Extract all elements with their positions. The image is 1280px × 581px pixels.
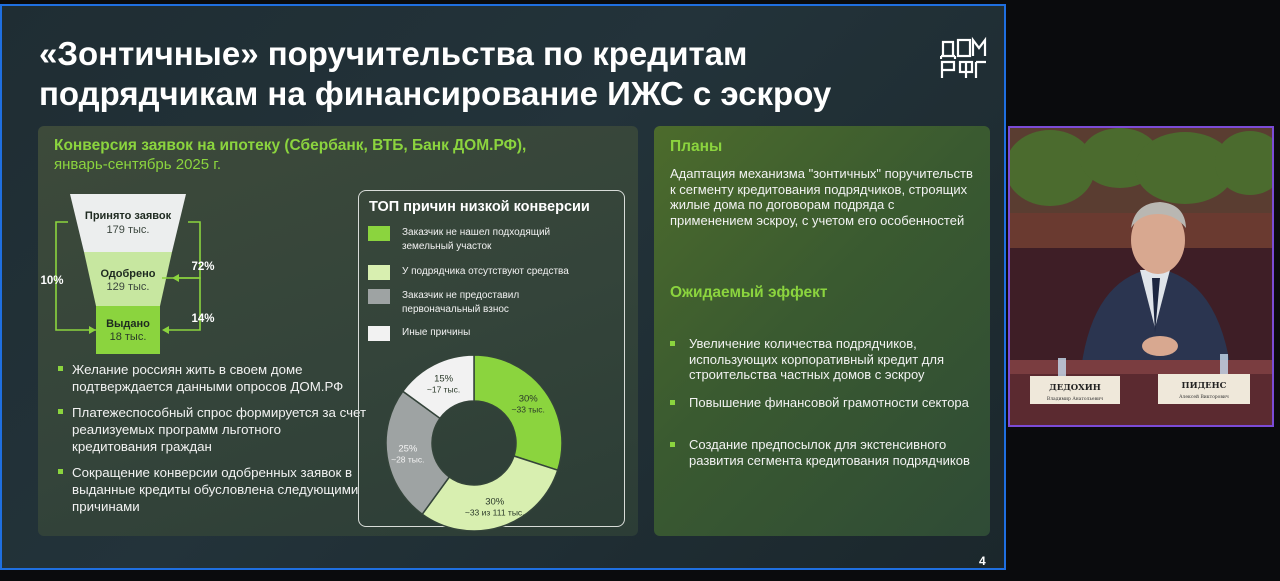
bullet-square-icon	[670, 400, 675, 405]
funnel-label-issued: Выдано	[106, 318, 150, 330]
donut-label-percent: 30%	[485, 496, 505, 508]
plans-title: Планы	[670, 138, 723, 155]
funnel-stage-received	[70, 194, 186, 252]
nameplate-right-sub: Алексей Викторович	[1179, 395, 1229, 400]
dom-rf-logo	[940, 36, 990, 82]
arrow-head-left	[89, 326, 96, 334]
arrow-head-right-top	[172, 274, 179, 282]
legend-swatch	[368, 265, 390, 280]
speaker-video-feed	[1008, 126, 1274, 427]
donut-label-value: ~28 тыс.	[391, 454, 425, 465]
slide-title-line-1: «Зонтичные» поручительства по кредитам	[39, 35, 748, 72]
bullet-item: Сокращение конверсии одобренных заявок в выданные кредиты обусловлена следующими причинами	[58, 464, 368, 515]
water-bottle	[1058, 358, 1066, 376]
slide-title	[39, 34, 899, 114]
funnel-value-approved: 129 тыс.	[106, 281, 150, 293]
plans-text: Адаптация механизма "зонтичных" поручительств к сегменту кредитования подрядчиков, строящих жилые дома по договорам подряда с применением эскроу, с учетом его особенностей	[670, 166, 973, 228]
conversion-funnel	[38, 186, 268, 366]
conversion-period: январь-сентябрь 2025 г.	[54, 156, 222, 173]
donut-label-value: ~17 тыс.	[426, 384, 461, 395]
effect-title: Ожидаемый эффект	[670, 284, 828, 301]
funnel-right-bottom-percent: 14%	[191, 313, 215, 325]
bullet-square-icon	[58, 409, 63, 414]
funnel-left-percent: 10%	[40, 275, 64, 287]
funnel-right-top-percent: 72%	[191, 261, 215, 273]
slide-page-number: 4	[979, 554, 986, 568]
funnel-value-issued: 18 тыс.	[109, 331, 147, 343]
top-reasons-box: ТОП причин низкой конверсии Заказчик не нашел подходящий земельный участок У подрядчика отсутствуют средства Заказчик не предоставил первоначальный взнос Иные причины 30% ~33 тыс. 30% ~33 из 111 тыс. 25% ~28 тыс. 15% ~17 тыс.	[358, 190, 625, 527]
plans-panel: Планы Адаптация механизма "зонтичных" поручительств к сегменту кредитования подрядчиков, строящих жилые дома по договорам подряда с применением эскроу, с учетом его особенностей Ожидаемый эффект Увеличение количества подрядчиков, использующих корпоративный кредит для строительства частных домов с эскроу Повышение финансовой грамотности сектора Создание предпосылок для экстенсивного развития сегмента кредитования подрядчиков	[654, 126, 990, 536]
top-reasons-title: ТОП причин низкой конверсии	[369, 199, 590, 215]
reasons-donut-chart	[379, 351, 609, 531]
funnel-label-received: Принято заявок	[84, 210, 172, 222]
bullet-square-icon	[670, 442, 675, 447]
arrow-head-right-bottom	[162, 326, 169, 334]
donut-label-value: ~33 из 111 тыс.	[464, 507, 525, 518]
conversion-panel	[38, 126, 638, 536]
reasons-bullet-list	[58, 361, 368, 524]
bullet-item: Платежеспособный спрос формируется за счет реализуемых программ льготного кредитования граждан	[58, 404, 368, 455]
legend-swatch	[368, 326, 390, 341]
bullet-item: Желание россиян жить в своем доме подтверждается данными опросов ДОМ.РФ	[58, 361, 368, 395]
nameplate-left-name: ДЕДОХИН	[1049, 383, 1101, 393]
donut-label-value: ~33 тыс.	[511, 404, 545, 415]
bullet-square-icon	[58, 469, 63, 474]
donut-label-percent: 15%	[434, 373, 454, 385]
presentation-slide	[0, 4, 1006, 570]
donut-label-percent: 25%	[398, 443, 418, 455]
funnel-label-approved: Одобрено	[100, 268, 156, 280]
funnel-value-received: 179 тыс.	[106, 224, 150, 236]
water-bottle	[1220, 354, 1228, 374]
bullet-square-icon	[670, 341, 675, 346]
speaker-video-frame	[1010, 128, 1272, 425]
nameplate-left-sub: Владимир Анатольевич	[1046, 397, 1104, 402]
funnel-stage-issued	[96, 306, 160, 354]
donut-label-percent: 30%	[518, 393, 538, 405]
slide-title-line-2: подрядчикам на финансирование ИЖС с эскроу	[39, 75, 832, 112]
legend-swatch	[368, 226, 390, 241]
donut-slice	[422, 456, 557, 531]
conversion-title: Конверсия заявок на ипотеку (Сбербанк, ВТБ, Банк ДОМ.РФ),	[54, 137, 527, 154]
nameplate-right-name: ПИДЕНС	[1181, 381, 1227, 391]
legend-swatch	[368, 289, 390, 304]
bullet-square-icon	[58, 366, 63, 371]
